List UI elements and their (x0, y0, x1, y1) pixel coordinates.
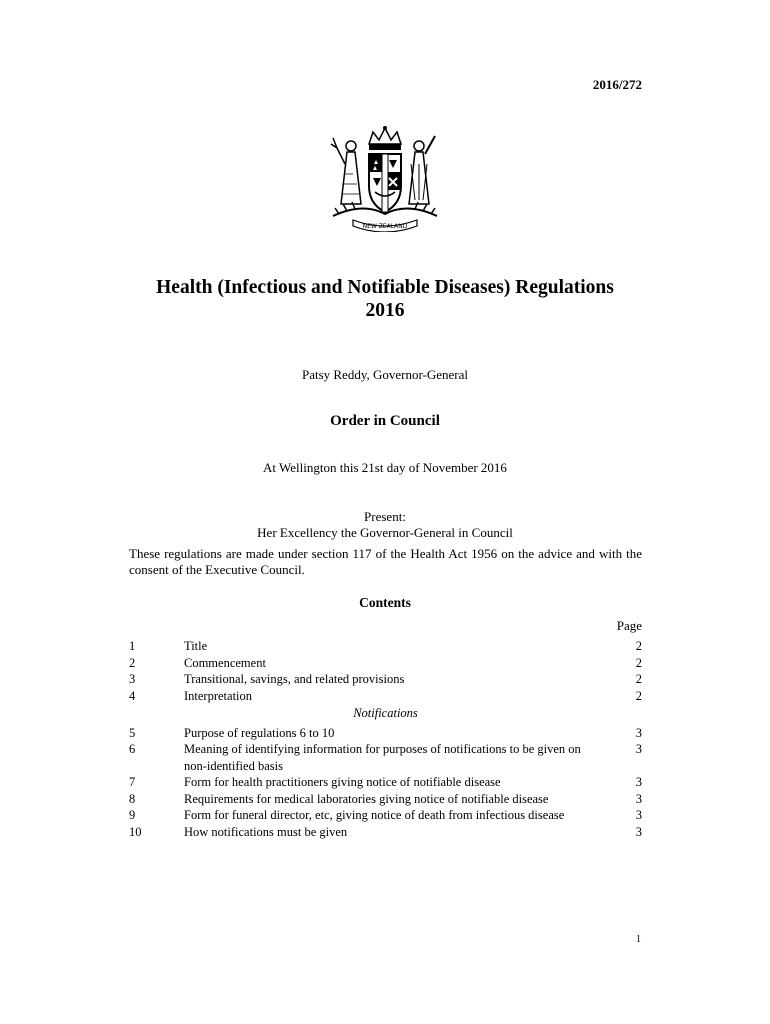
place-and-date: At Wellington this 21st day of November 2016 (263, 460, 507, 475)
toc-row-number: 10 (129, 824, 142, 839)
toc-row-page: 3 (635, 775, 642, 789)
toc-row-page: 3 (635, 824, 642, 839)
coat-of-arms-icon (323, 124, 447, 232)
toc-row-page: 2 (635, 655, 642, 670)
document-number: 2016/272 (592, 77, 642, 92)
document-title (110, 276, 660, 322)
present-who: Her Excellency the Governor-General in Council (257, 525, 513, 540)
coat-of-arms-banner-text: NEW ZEALAND (362, 223, 408, 230)
toc-row[interactable] (129, 824, 642, 841)
footer-page-number: 1 (636, 934, 641, 945)
toc-row-number: 3 (129, 672, 136, 686)
toc-row-number: 2 (129, 655, 136, 670)
toc-row-page: 3 (635, 742, 642, 756)
toc-row-page: 3 (635, 808, 642, 822)
toc-row[interactable] (129, 725, 642, 742)
toc-row[interactable] (129, 774, 642, 791)
toc-row[interactable] (129, 655, 642, 672)
preamble-paragraph: These regulations are made under section 117 of the Health Act 1956 on the advice and with the consent of the Executive Council. (129, 546, 642, 577)
document-title-line-1: Health (Infectious and Notifiable Diseases) Regulations (156, 277, 614, 298)
toc-group-heading: Notifications (353, 706, 418, 720)
toc-row-title[interactable]: Purpose of regulations 6 to 10 (184, 725, 335, 740)
toc-row-title[interactable]: Transitional, savings, and related provisions (184, 672, 405, 686)
toc-row[interactable] (129, 688, 642, 705)
contents-heading: Contents (359, 595, 411, 610)
toc-row-title[interactable]: Form for funeral director, etc, giving notice of death from infectious disease (184, 808, 565, 822)
toc-row-page: 2 (635, 672, 642, 686)
coat-of-arms-emblem (323, 124, 447, 232)
table-of-contents (129, 638, 642, 840)
toc-row-page: 2 (635, 688, 642, 703)
toc-row-title[interactable]: Form for health practitioners giving notice of notifiable disease (184, 775, 501, 789)
toc-row-title[interactable]: Title (184, 639, 208, 653)
toc-row-number: 9 (129, 808, 136, 822)
toc-row-number: 7 (129, 775, 136, 789)
governor-general-line: Patsy Reddy, Governor-General (301, 367, 469, 382)
toc-row-number: 6 (129, 742, 136, 756)
document-title-line-2: 2016 (365, 300, 405, 321)
toc-row[interactable] (129, 638, 642, 655)
toc-row-title[interactable]: Commencement (184, 655, 266, 670)
toc-row-number: 1 (129, 639, 136, 653)
present-label: Present: (364, 509, 406, 524)
toc-row-number: 4 (129, 688, 136, 703)
toc-row-number: 5 (129, 725, 136, 740)
toc-row[interactable] (129, 791, 642, 808)
toc-row-number: 8 (129, 791, 136, 806)
toc-row[interactable] (129, 807, 642, 824)
present-block (110, 509, 660, 541)
toc-row-title[interactable]: Meaning of identifying information for purposes of notifications to be given on non-identified basis (184, 742, 581, 773)
toc-row[interactable] (129, 741, 642, 774)
toc-row-page: 2 (635, 639, 642, 653)
contents-page-label: Page (616, 618, 642, 633)
toc-row-page: 3 (635, 791, 642, 806)
order-in-council-heading: Order in Council (330, 413, 440, 429)
toc-row[interactable] (129, 671, 642, 688)
toc-row-title[interactable]: How notifications must be given (184, 824, 348, 839)
toc-row-title[interactable]: Requirements for medical laboratories giving notice of notifiable disease (184, 791, 549, 806)
toc-row-title[interactable]: Interpretation (184, 688, 253, 703)
toc-row-page: 3 (635, 725, 642, 740)
